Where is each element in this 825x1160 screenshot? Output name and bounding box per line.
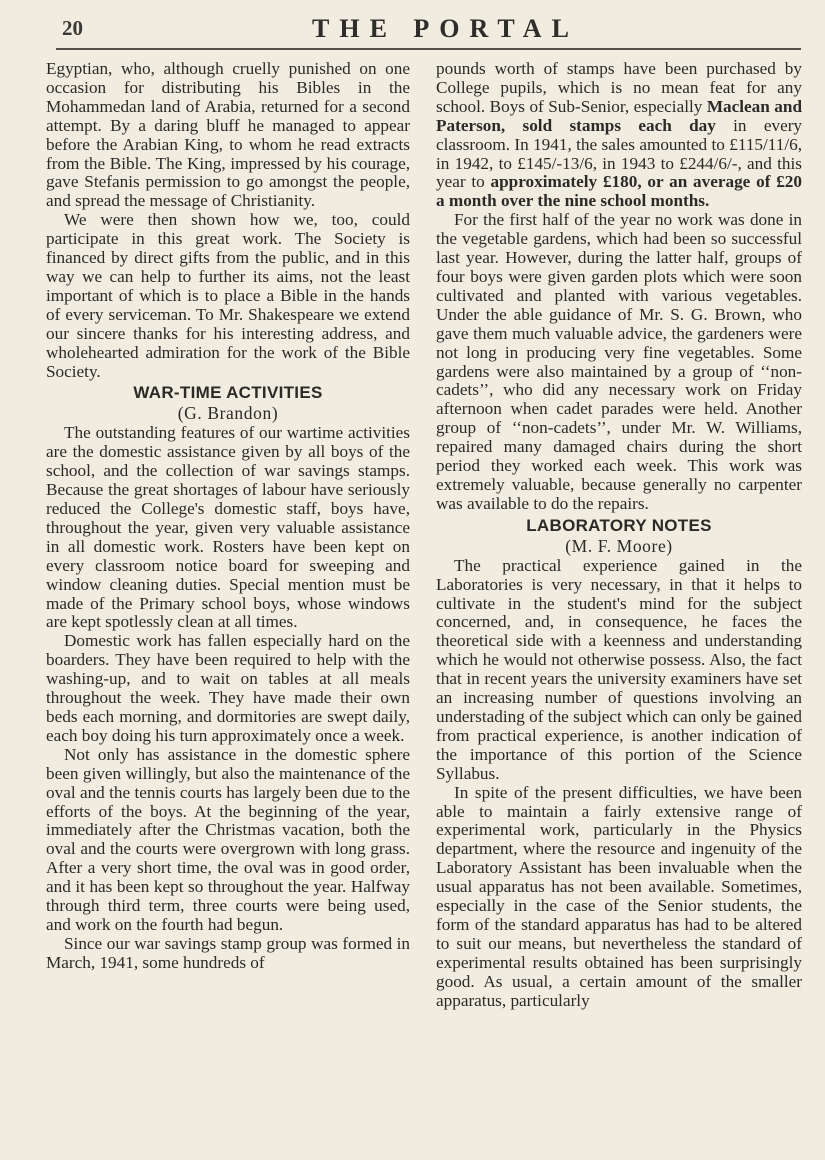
paragraph: We were then shown how we, too, could participate in this great work. The Society is financed by direct gifts from the public, and in this way we can help to further its aims, not the least important of which is to place a Bible in the hands of every serviceman. To Mr. Shakespeare we extend our sincere thanks for his interesting address, and wholehearted admiration for the work of the Bible Society. [46, 210, 410, 381]
paragraph: Egyptian, who, although cruelly punished on one occasion for distributing his Bibles in the Mohammedan land of Arabia, returned for a second attempt. By a daring bluff he managed to appear before the Arabian King, to whom he read extracts from the Bible. The King, impressed by his courage, gave Stefanis permission to go amongst the people, and spread the message of Christianity. [46, 59, 410, 211]
paragraph: For the first half of the year no work was done in the vegetable gardens, which had been so successful last year. However, during the latter half, groups of four boys were given garden plots which were soon cultivated and planted with various vegetables. Under the able guidance of Mr. S. G. Brown, who gave them much valuable advice, the gardeners were not long in producing very fine vegetables. Some gardens were also maintained by a group of ‘‘non-cadets’’, who did any necessary work on Friday afternoon when cadet parades were held. Another group of ‘‘non-cadets’’, under Mr. W. Williams, repaired many damaged chairs during the short period they worked each week. This work was extremely valuable, because generally no carpenter was available to do the repairs. [436, 210, 802, 513]
paragraph: The outstanding features of our wartime activities are the domestic assistance given by all boys of the school, and the collection of war savings stamps. Because the great shortages of labour have seriously reduced the College's domestic staff, boys have, throughout the year, given very valuable assistance in all domestic work. Rosters have been kept on every classroom notice board for sweeping and window cleaning duties. Special mention must be made of the Primary school boys, whose windows are kept spotlessly clean at all times. [46, 423, 410, 632]
text-run: pounds worth of stamps have been purchased by College pupils, which is no mean feat for any school. Boys of Sub-Senior, especially [436, 59, 802, 116]
left-column [46, 60, 410, 973]
paragraph: Domestic work has fallen especially hard on the boarders. They have been required to help with the washing-up, and to wait on tables at all meals throughout the week. They have made their own beds each morning, and dormitories are swept daily, each boy doing his turn approximately once a week. [46, 631, 410, 745]
paragraph: In spite of the present difficulties, we have been able to maintain a fairly extensive range of experimental work, particularly in the Physics department, where the resource and ingenuity of the Laboratory Assistant has been invaluable when the usual apparatus has not been available. Sometimes, especially in the case of the Senior students, the form of the standard apparatus has had to be altered to suit our means, but nevertheless the standard of experimental results obtained has been surprisingly good. As usual, a certain amount of the smaller apparatus, particularly [436, 782, 802, 1010]
section-heading-war-time-activities: WAR-TIME ACTIVITIES [133, 383, 323, 403]
paragraph: The practical experience gained in the Laboratories is very necessary, in that it helps to cultivate in the student's mind for the subject concerned, and, in consequence, he faces the theoretical side with a keenness and understanding which he would not otherwise possess. Also, the fact that in recent years the university examiners have set an increasing number of questions involving an understading of the subject which can only be gained from practical experience, is another indication of the importance of this portion of the Science Syllabus. [436, 555, 802, 783]
bold-text-run: Maclean and Paterson, sold stamps each day [436, 96, 803, 135]
section-author: (M. F. Moore) [565, 535, 673, 556]
section-heading-laboratory-notes: LABORATORY NOTES [526, 515, 712, 535]
paragraph-war-savings [436, 60, 802, 211]
text-run: in every classroom. In 1941, the sales amounted to £115/11/6, in 1942, to £145/-13/6, in 1943 to £244/6/-, and this year to [436, 115, 803, 192]
paragraph: Since our war savings stamp group was formed in March, 1941, some hundreds of [46, 933, 410, 972]
bold-text-run: approximately £180, or an average of £20 a month over the nine school months. [436, 172, 802, 211]
page-number: 20 [62, 16, 83, 40]
page-header [56, 12, 806, 44]
paragraph: Not only has assistance in the domestic sphere been given willingly, but also the maintenance of the oval and the tennis courts has largely been due to the efforts of the boys. At the beginning of the year, immediately after the Christmas vacation, both the oval and the courts were overgrown with long grass. After a very short time, the oval was in good order, and it has been kept so throughout the year. Halfway through third term, three courts were being used, and work on the fourth had begun. [46, 744, 410, 934]
journal-title: THE PORTAL [312, 14, 579, 43]
section-author: (G. Brandon) [177, 403, 279, 424]
right-column [436, 60, 802, 1011]
header-rule [56, 48, 801, 50]
